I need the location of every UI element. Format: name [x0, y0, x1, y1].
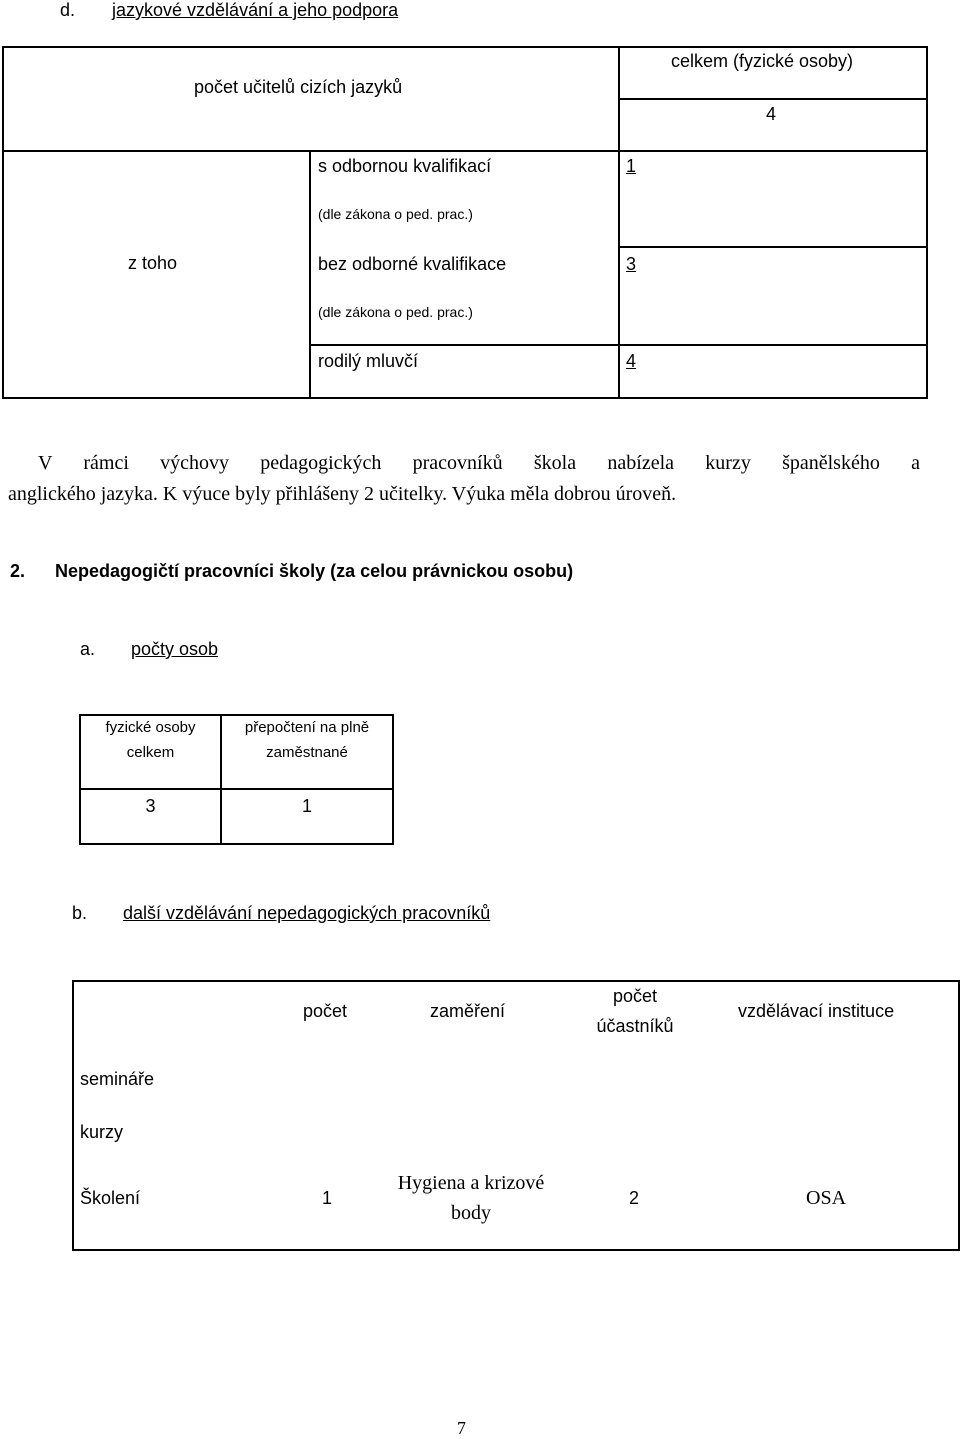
section-b-title: další vzdělávání nepedagogických pracovníků [123, 903, 491, 923]
paragraph-line: anglického jazyka. K výuce byly přihlášeny 2 učitelky. Výuka měla dobrou úroveň. [8, 483, 677, 505]
row-focus: body [451, 1202, 491, 1224]
header-focus: zaměření [430, 1001, 506, 1021]
section-b-letter: b. [72, 903, 88, 923]
row-label: semináře [80, 1069, 155, 1089]
header-participants: účastníků [596, 1016, 674, 1036]
col-header: zaměstnané [266, 744, 348, 761]
row-institution: OSA [806, 1187, 847, 1209]
row-focus: Hygiena a krizové [397, 1172, 545, 1194]
row-value: 1 [626, 156, 637, 176]
total-header: celkem (fyzické osoby) [671, 51, 854, 71]
row-note: (dle zákona o ped. prac.) [318, 304, 473, 320]
header-institution: vzdělávací instituce [738, 1001, 895, 1021]
section-a-title: počty osob [131, 639, 219, 659]
total-value: 4 [766, 104, 777, 124]
section-d-title: jazykové vzdělávání a jeho podpora [112, 0, 399, 20]
section-a-letter: a. [80, 639, 96, 659]
section-2-title: Nepedagogičtí pracovníci školy (za celou právnickou osobu) [55, 561, 574, 581]
row-participants: 2 [629, 1188, 640, 1208]
row-value: 4 [626, 351, 637, 371]
row-label: rodilý mluvčí [318, 351, 419, 371]
header-participants: počet [612, 986, 658, 1006]
col-header: celkem [126, 744, 175, 761]
col-header: fyzické osoby [105, 719, 196, 736]
col-header: přepočtení na plně [244, 719, 370, 736]
teachers-count-label: počet učitelů cizích jazyků [194, 77, 403, 97]
row-label: Školení [80, 1188, 141, 1208]
row-label: bez odborné kvalifikace [318, 254, 507, 274]
row-label: kurzy [80, 1122, 124, 1142]
cell-value: 3 [145, 796, 156, 816]
section-2-number: 2. [10, 561, 26, 581]
cell-value: 1 [301, 796, 312, 816]
row-count: 1 [322, 1188, 333, 1208]
header-count: počet [303, 1001, 348, 1021]
paragraph-line: V rámci výchovy pedagogických pracovníků škola nabízela kurzy španělského a [38, 452, 920, 474]
group-label: z toho [128, 253, 178, 273]
row-value: 3 [626, 254, 637, 274]
section-d-letter: d. [60, 0, 76, 20]
row-label: s odbornou kvalifikací [318, 156, 492, 176]
page-number: 7 [457, 1418, 466, 1438]
row-note: (dle zákona o ped. prac.) [318, 206, 473, 222]
